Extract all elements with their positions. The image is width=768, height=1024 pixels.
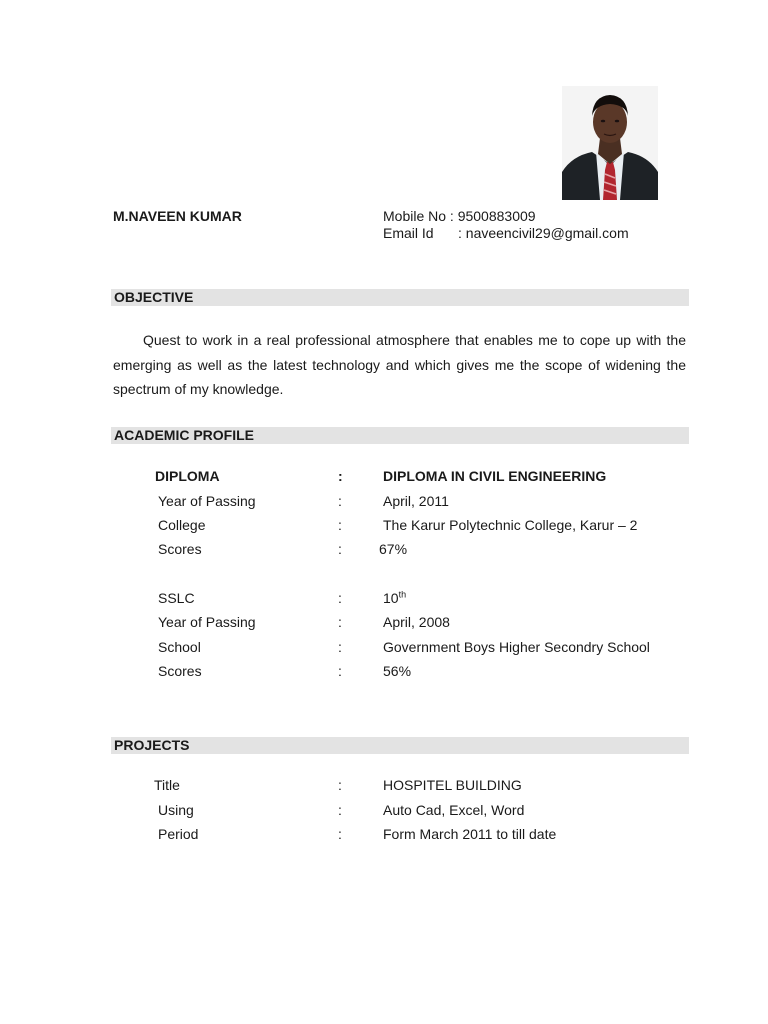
projects-title: PROJECTS [114, 737, 190, 753]
sslc-row-label: School [158, 639, 201, 655]
sslc-row-label: Year of Passing [158, 614, 256, 630]
diploma-label: DIPLOMA [155, 468, 220, 484]
sslc-value-number: 10 [383, 590, 399, 606]
diploma-value: DIPLOMA IN CIVIL ENGINEERING [383, 468, 607, 484]
academic-title: ACADEMIC PROFILE [114, 427, 254, 443]
profile-photo [562, 86, 658, 200]
objective-paragraph [113, 328, 686, 402]
diploma-row-value: 67% [379, 541, 408, 557]
project-row-value: HOSPITEL BUILDING [383, 777, 522, 793]
academic-section-header [111, 427, 689, 444]
mobile-line [383, 208, 536, 224]
sslc-value [383, 590, 406, 606]
sslc-row-value: April, 2008 [383, 614, 450, 630]
project-row-separator: : [338, 826, 342, 842]
sslc-row-separator: : [338, 663, 342, 679]
sslc-row-label: Scores [158, 663, 202, 679]
sslc-label: SSLC [158, 590, 195, 606]
sslc-value-suffix: th [398, 589, 407, 600]
email-separator: : [458, 225, 462, 241]
diploma-row-separator: : [338, 517, 342, 533]
candidate-name: M.NAVEEN KUMAR [113, 208, 242, 224]
project-row-separator: : [338, 777, 342, 793]
mobile-number: 9500883009 [457, 208, 536, 224]
sslc-row-separator: : [338, 614, 342, 630]
project-row-separator: : [338, 802, 342, 818]
sslc-row-value: Government Boys Higher Secondry School [383, 639, 650, 655]
sslc-row-separator: : [338, 639, 342, 655]
diploma-row-label: College [158, 517, 206, 533]
person-portrait-icon [562, 86, 658, 200]
email-line [383, 225, 434, 241]
diploma-row-label: Year of Passing [158, 493, 256, 509]
diploma-row-separator: : [338, 493, 342, 509]
diploma-row-value: The Karur Polytechnic College, Karur – 2 [383, 517, 638, 533]
diploma-row-separator: : [338, 541, 342, 557]
diploma-row-label: Scores [158, 541, 202, 557]
diploma-row-value: April, 2011 [383, 493, 449, 509]
objective-title: OBJECTIVE [114, 289, 194, 305]
project-row-label: Using [158, 802, 194, 818]
email-value-line [458, 225, 629, 241]
mobile-label: Mobile No : [383, 208, 454, 224]
diploma-separator: : [338, 468, 343, 484]
sslc-row-value: 56% [383, 663, 412, 679]
email-address: naveencivil29@gmail.com [465, 225, 629, 241]
project-row-label: Title [154, 777, 180, 793]
objective-text: Quest to work in a real professional atmosphere that enables me to cope up with the emerging as well as the latest technology and which gives me the scope of widening the spectrum of my knowledge. [113, 332, 686, 397]
objective-section-header [111, 289, 689, 306]
project-row-label: Period [158, 826, 199, 842]
email-label: Email Id [383, 225, 434, 241]
project-row-value: Form March 2011 to till date [383, 826, 557, 842]
project-row-value: Auto Cad, Excel, Word [383, 802, 525, 818]
projects-section-header [111, 737, 689, 754]
sslc-separator: : [338, 590, 342, 606]
